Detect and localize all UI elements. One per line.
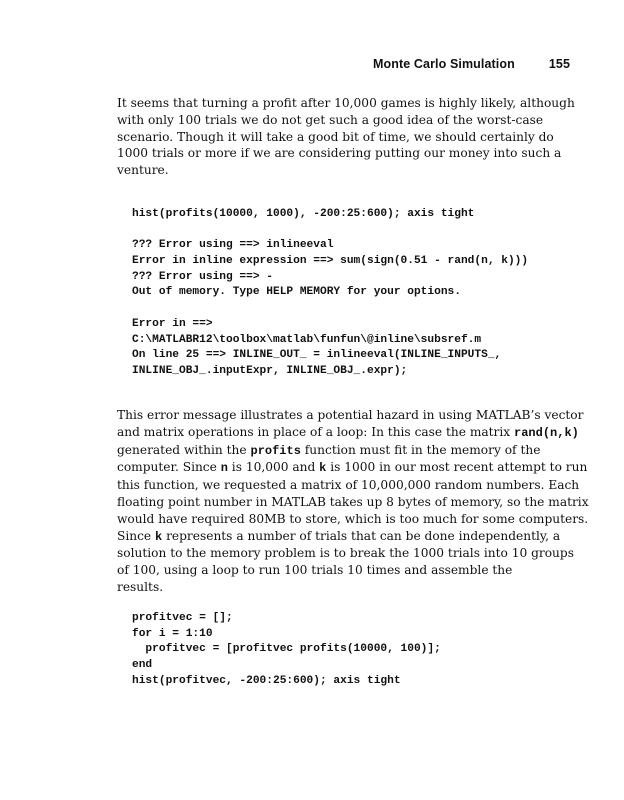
- text-line: with only 100 trials we do not get such a good idea of the worst-case: [117, 112, 544, 127]
- text-line: floating point number in MATLAB takes up 8 bytes of memory, so the matrix: [117, 494, 589, 509]
- running-head: [373, 57, 570, 71]
- text-line: solution to the memory problem is to break the 1000 trials into 10 groups: [117, 546, 574, 561]
- code-line: Out of memory. Type HELP MEMORY for your options.: [132, 286, 461, 299]
- error-code-block: [132, 207, 528, 380]
- section-title: Monte Carlo Simulation: [373, 57, 515, 71]
- code-line: end: [132, 659, 153, 672]
- inline-code: k: [319, 461, 327, 476]
- code-line: profitvec = [profitvec profits(10000, 100)];: [132, 643, 441, 656]
- text-run: Since: [117, 528, 156, 543]
- text-line: scenario. Though it will take a good bit of time, we should certainly do: [117, 129, 554, 144]
- text-line: of 100, using a loop to run 100 trials 10 times and assemble the: [117, 563, 513, 578]
- text-line: [117, 528, 587, 546]
- intro-paragraph: [117, 95, 587, 179]
- code-line: Error in inline expression ==> sum(sign(0.51 - rand(n, k))): [132, 255, 529, 268]
- text-run: generated within the: [117, 442, 251, 457]
- code-line: hist(profitvec, -200:25:600); axis tight: [132, 674, 401, 687]
- text-run: is 1000 in our most recent attempt to run: [326, 460, 588, 475]
- code-line: [132, 223, 528, 239]
- explanation-paragraph: [117, 407, 587, 596]
- text-line: It seems that turning a profit after 10,000 games is highly likely, although: [117, 96, 575, 110]
- inline-code: k: [155, 529, 163, 544]
- text-run: function must fit in the memory of the: [300, 442, 541, 457]
- text-line: 1000 trials or more if we are considering putting our money into such a: [117, 146, 562, 161]
- loop-code-block: [132, 611, 441, 689]
- text-line: This error message illustrates a potential hazard in using MATLAB’s vector: [117, 408, 584, 422]
- text-line: [117, 424, 587, 442]
- code-line: INLINE_OBJ_.inputExpr, INLINE_OBJ_.expr);: [132, 364, 408, 377]
- code-line: ??? Error using ==> -: [132, 270, 273, 283]
- text-line: would have required 80MB to store, which is too much for some computers.: [117, 511, 589, 526]
- code-line: profitvec = [];: [132, 612, 233, 624]
- code-line: C:\MATLABR12\toolbox\matlab\funfun\@inline\subsref.m: [132, 333, 482, 346]
- inline-code: rand(n,k): [514, 425, 579, 440]
- code-line: hist(profits(10000, 1000), -200:25:600); axis tight: [132, 208, 475, 220]
- code-line: On line 25 ==> INLINE_OUT_ = inlineeval(INLINE_INPUTS_,: [132, 349, 502, 362]
- inline-code: profits: [250, 443, 301, 458]
- text-line: [117, 459, 587, 477]
- page-number: 155: [548, 57, 570, 71]
- code-line: Error in ==>: [132, 317, 213, 330]
- code-line: ??? Error using ==> inlineeval: [132, 239, 334, 252]
- text-run: represents a number of trials that can be done independently, a: [162, 528, 561, 543]
- text-run: is 10,000 and: [227, 460, 320, 475]
- code-line: [132, 301, 528, 317]
- text-line: venture.: [117, 163, 169, 178]
- inline-code: n: [220, 461, 228, 476]
- text-line: this function, we requested a matrix of 10,000,000 random numbers. Each: [117, 478, 580, 493]
- text-run: and matrix operations in place of a loop: In this case the matrix: [117, 424, 515, 439]
- code-line: for i = 1:10: [132, 627, 213, 640]
- text-line: results.: [117, 579, 164, 594]
- text-line: [117, 442, 587, 460]
- text-run: computer. Since: [117, 460, 221, 475]
